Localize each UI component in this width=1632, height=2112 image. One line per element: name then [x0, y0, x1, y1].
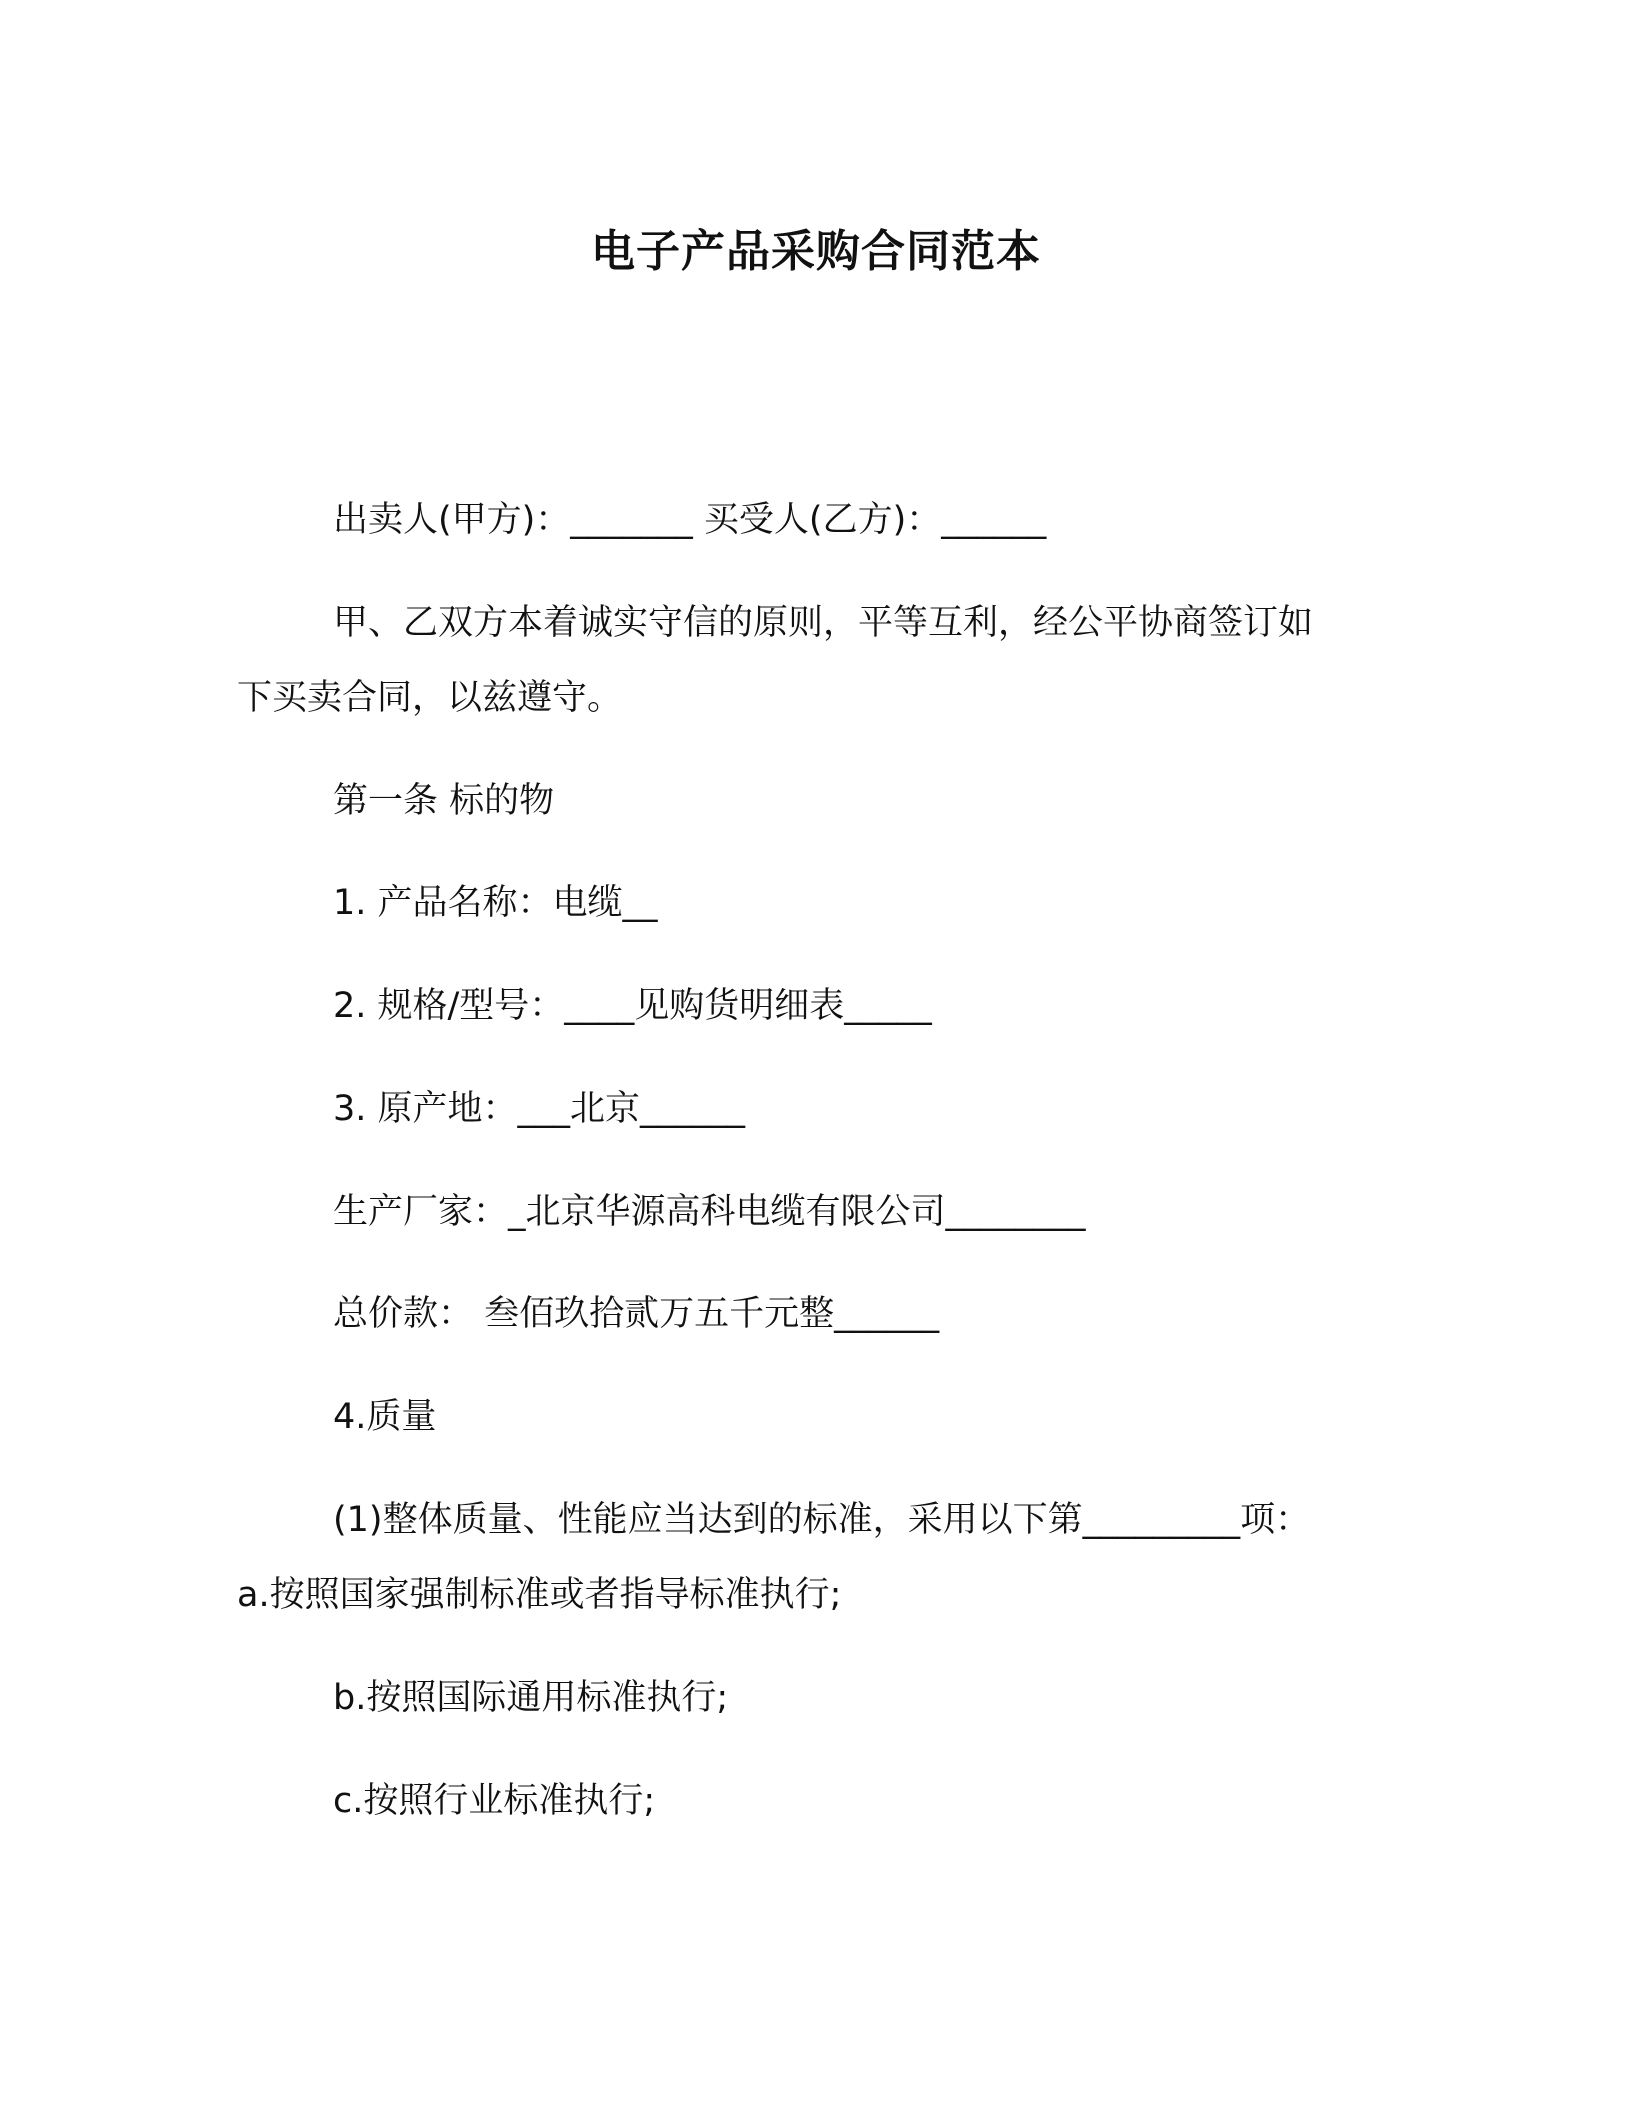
- quality-standard-line: (1)整体质量、性能应当达到的标准，采用以下第_________项：: [333, 1500, 1311, 1540]
- product-name-line: 1. 产品名称：电缆__: [333, 883, 658, 923]
- preamble-line-1: 甲、乙双方本着诚实守信的原则，平等互利，经公平协商签订如: [333, 603, 1314, 643]
- standard-option-c: c.按照行业标准执行;: [333, 1781, 656, 1821]
- preamble-line-2: 下买卖合同，以兹遵守。: [237, 678, 623, 718]
- document-title: 电子产品采购合同范本: [591, 226, 1041, 277]
- article-1-heading: 第一条 标的物: [333, 781, 555, 821]
- quality-heading: 4.质量: [333, 1397, 437, 1437]
- spec-model-line: 2. 规格/型号：____见购货明细表_____: [333, 986, 932, 1026]
- origin-line: 3. 原产地：___北京______: [333, 1089, 746, 1129]
- total-price-line: 总价款： 叁佰玖拾贰万五千元整______: [333, 1294, 940, 1334]
- manufacturer-line: 生产厂家：_北京华源高科电缆有限公司________: [333, 1192, 1086, 1232]
- standard-option-b: b.按照国际通用标准执行;: [333, 1678, 729, 1718]
- standard-option-a: a.按照国家强制标准或者指导标准执行;: [237, 1575, 842, 1615]
- parties-line: 出卖人(甲方)：_______ 买受人(乙方)：______: [333, 500, 1047, 540]
